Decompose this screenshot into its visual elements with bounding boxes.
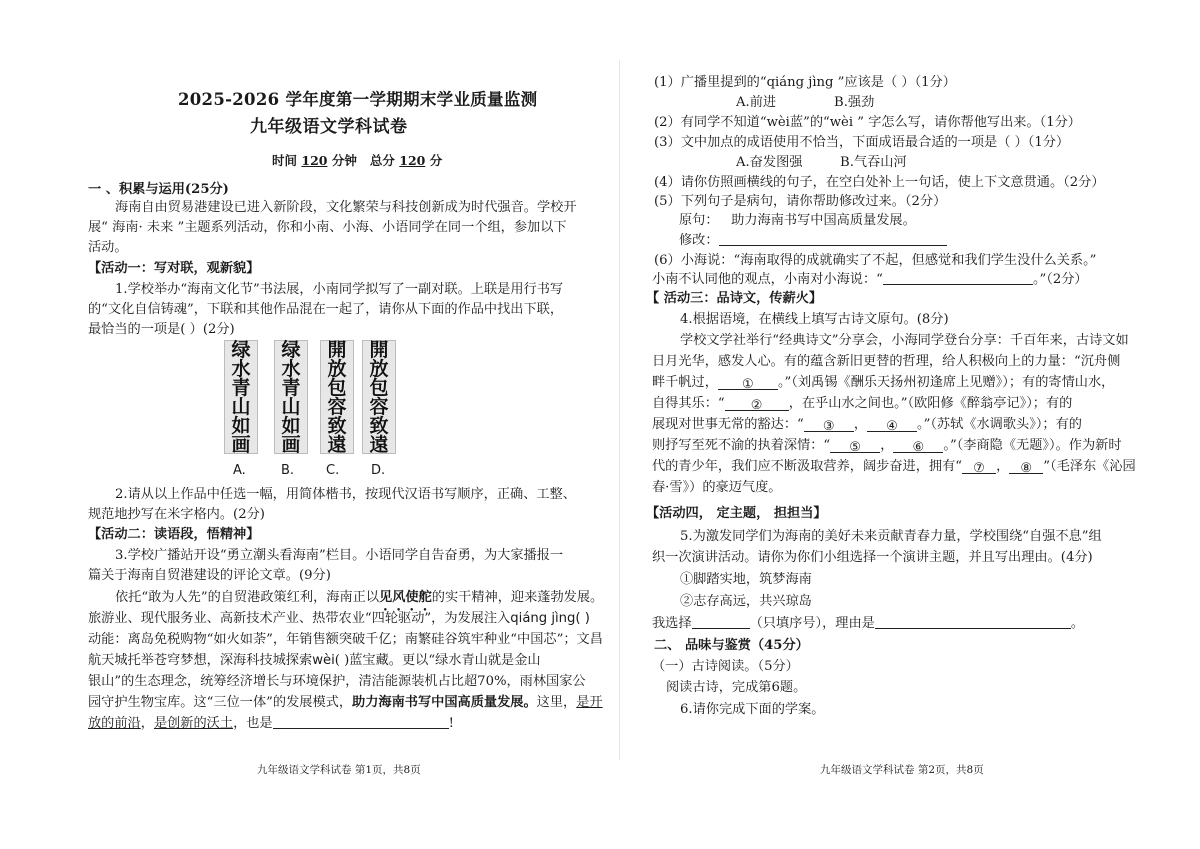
- original-text: 助力海南书写中国高质量发展。: [731, 213, 916, 228]
- pinyin-wei: wèi: [312, 653, 335, 668]
- revision-label: 修改：: [679, 233, 719, 248]
- right-page: [620, 0, 1200, 849]
- activity-1-heading: 【活动一：写对联，观新貌】: [88, 261, 260, 276]
- calligraphy-char: 如: [281, 415, 301, 437]
- answer-blank[interactable]: [883, 270, 1033, 285]
- passage-line: [88, 693, 603, 712]
- blank-number: ⑦: [973, 461, 985, 476]
- revision-line: [679, 231, 947, 250]
- passage-text: 。”（刘禹锡《酬乐天扬州初逢席上见赠》）；有的寄情山水，: [777, 375, 1115, 390]
- blank-6[interactable]: [893, 438, 943, 453]
- blank-7[interactable]: [962, 459, 996, 474]
- calligraphy-char: 包: [327, 377, 347, 399]
- passage-text: 航天城托举苍穹梦想，深海科技城探索: [88, 653, 313, 668]
- passage-text: 园守护生物宝库。这“三位一体”的发展模式，: [88, 695, 353, 710]
- exam-subtitle: 九年级语文学科试卷: [250, 117, 408, 137]
- blank-8[interactable]: [1009, 459, 1043, 474]
- passage-text: ，在乎山水之间也。”（欧阳修《醉翁亭记》）；有的: [788, 396, 1073, 411]
- option-label-b: B.: [281, 463, 295, 478]
- passage-line: 动能：离岛免税购物“如火如荼”，年销售额突破千亿；南繁硅谷筑牢种业“中国芯”；文昌: [88, 632, 603, 647]
- poetry-passage-line: 学校文学社举行“经典诗文”分享会，小海同学登台分享：千百年来，古诗文如: [680, 333, 1129, 348]
- poetry-passage-line: [652, 394, 1072, 413]
- blank-1[interactable]: [718, 375, 778, 390]
- passage-line: 银山”的生态理念，统筹经济增长与环境保护，清洁能源装机占比超70%，雨林国家公: [88, 674, 586, 689]
- passage-text: ”（毛泽东《沁园: [1043, 459, 1136, 474]
- option-label-a: A.: [233, 463, 246, 478]
- calligraphy-char: 画: [281, 434, 301, 456]
- page-footer: 九年级语文学科试卷 第1页，共8页: [257, 764, 421, 776]
- topic-option-1[interactable]: ①脚踏实地，筑梦海南: [680, 572, 812, 587]
- passage-text: !: [448, 716, 454, 731]
- blank-number: ⑤: [849, 440, 862, 455]
- score-label: 总分: [369, 153, 395, 168]
- time-unit: 分钟: [331, 153, 357, 168]
- calligraphy-char: 放: [327, 358, 347, 380]
- pinyin-blank[interactable]: qiáng jìng( ): [510, 611, 590, 626]
- calligraphy-char: 包: [369, 377, 389, 399]
- question-5-line: 织一次演讲活动。请你为你们小组选择一个演讲主题，并且写出理由。(4分): [652, 550, 1093, 565]
- activity-2-heading: 【活动二：读语段，悟精神】: [88, 527, 260, 542]
- question-text: 。: [1070, 616, 1085, 631]
- intro-line: 展“ 海南· 未来 ”主题系列活动，你和小南、小海、小语同学在同一个组，参加以下: [88, 220, 567, 235]
- blank-number: ①: [742, 377, 754, 392]
- revision-blank[interactable]: [719, 231, 947, 246]
- passage-text: ( )蓝宝藏。更以“绿水青山就是金山: [334, 653, 541, 668]
- time-label: 时间: [272, 153, 298, 168]
- choice-line: [652, 614, 1084, 633]
- exam-meta: [272, 151, 442, 169]
- subsection-heading: （一）古诗阅读。（5分）: [652, 659, 799, 674]
- bold-sentence: 助力海南书写中国高质量发展。: [352, 695, 537, 710]
- calligraphy-char: 水: [281, 358, 301, 380]
- question-6: 6.请你完成下面的学案。: [680, 702, 825, 717]
- marked-idiom: 见风使舵: [379, 590, 432, 605]
- calligraphy-char: 容: [369, 396, 389, 418]
- blank-number: ④: [886, 419, 898, 434]
- calligraphy-char: 遠: [327, 434, 347, 456]
- question-3-line: 3.学校广播站开设“勇立潮头看海南”栏目。小语同学自告奋勇，为大家播报一: [115, 548, 564, 563]
- calligraphy-char: 画: [231, 434, 251, 456]
- question-4: 4.根据语境，在横线上填写古诗文原句。(8分): [680, 312, 949, 327]
- passage-text: 。”（苏轼《水调歌头》）；有的: [917, 417, 1082, 432]
- poetry-passage-line: [652, 373, 1114, 392]
- intro-line: 海南自由贸易港建设已进入新阶段，文化繁荣与科技创新成为时代强音。学校开: [115, 200, 577, 215]
- subquestion-6-answer-line: [652, 270, 1088, 289]
- subquestion-1: (1）广播里提到的“qiáng jìng ”应该是（ ）（1分）: [654, 75, 956, 90]
- question-2-line: 2.请从以上作品中任选一幅，用简体楷书，按现代汉语书写顺序，正确、工整、: [115, 487, 576, 502]
- question-1-line: 最恰当的一项是( ）(2分): [88, 322, 235, 337]
- underlined-sentence: 是开: [576, 695, 603, 710]
- option-b[interactable]: B.强劲: [834, 95, 875, 110]
- question-text: 我选择: [652, 616, 692, 631]
- blank-3[interactable]: [804, 417, 854, 432]
- option-a[interactable]: A.前进: [736, 95, 777, 110]
- calligraphy-char: 绿: [231, 339, 251, 361]
- passage-line: [88, 609, 590, 628]
- choice-blank[interactable]: [692, 614, 750, 629]
- calligraphy-char: 容: [327, 396, 347, 418]
- subquestion-6: (6）小海说：“海南取得的成就确实了不起，但感觉和我们学生没什么关系。”: [654, 253, 1097, 268]
- answer-blank[interactable]: [273, 714, 449, 729]
- question-2-line: 规范地抄写在米字格内。(2分): [88, 507, 265, 522]
- calligraphy-option-c[interactable]: [320, 340, 354, 454]
- calligraphy-char: 水: [231, 358, 251, 380]
- underlined-sentence: 放的前沿: [88, 716, 141, 731]
- passage-text: 展现对世事无常的豁达：“: [652, 417, 804, 432]
- question-5-line: 5.为激发同学们为海南的美好未来贡献青春力量，学校围绕“自强不息”组: [680, 529, 1102, 544]
- underlined-sentence: 是创新的沃土: [153, 716, 234, 731]
- blank-2[interactable]: [725, 396, 789, 411]
- section-2-heading: 二、 品味与鉴赏（45分）: [654, 638, 809, 653]
- option-a[interactable]: A.奋发图强: [736, 155, 803, 170]
- question-1-line: 1.学校举办“海南文化节”书法展，小南同学拟写了一副对联。上联是用行书写: [115, 282, 564, 297]
- passage-text: ，也是: [233, 716, 273, 731]
- passage-text: 依托“敢为人先”的自贸港政策红利，海南正以: [115, 590, 380, 605]
- blank-5[interactable]: [830, 438, 880, 453]
- passage-text: 。”（李商隐《无题》）。作为新时: [943, 438, 1122, 453]
- option-label-d: D.: [371, 463, 386, 478]
- calligraphy-char: 放: [369, 358, 389, 380]
- passage-line: [88, 714, 454, 733]
- activity-4-heading: 【活动四， 定主题， 担担当】: [646, 506, 827, 521]
- passage-text: ，: [140, 716, 154, 731]
- poetry-passage-line: 展现对世事无常的豁达：“ ③ ， ④ 。”（苏轼《水调歌头》）；有的: [652, 417, 1082, 434]
- calligraphy-option-b[interactable]: [274, 340, 308, 454]
- calligraphy-char: 如: [231, 415, 251, 437]
- passage-text: 畔千帆过，: [652, 375, 718, 390]
- calligraphy-char: 致: [369, 415, 389, 437]
- calligraphy-char: 青: [231, 377, 251, 399]
- blank-number: ②: [750, 398, 763, 413]
- passage-text: 则抒写至死不渝的执着深情：“: [652, 438, 831, 453]
- section-1-heading: 一 、积累与运用(25分): [88, 182, 229, 197]
- topic-option-2[interactable]: ②志存高远，共兴琼岛: [680, 594, 812, 609]
- exam-title: 2025-2026 学年度第一学期期末学业质量监测: [178, 90, 538, 109]
- poetry-passage-line: 日月光华，感发人心。有的蕴含新旧更替的哲理，给人积极向上的力量：“沉舟侧: [652, 354, 1121, 369]
- blank-4[interactable]: [867, 417, 917, 432]
- page-footer: 九年级语文学科试卷 第2页，共8页: [820, 764, 984, 776]
- score-value: 120: [399, 153, 426, 168]
- blank-number: ③: [822, 419, 835, 434]
- passage-text: 旅游业、现代服务业、高新技术产业、热带农业“四轮驱动”，为发展注入: [88, 611, 511, 626]
- poetry-passage-line: 代的青少年，我们应不断汲取营养，阔步奋进，拥有“ ⑦ ， ⑧ ”（毛泽东《沁园: [652, 459, 1136, 476]
- passage-text: 代的青少年，我们应不断汲取营养，阔步奋进，拥有“: [652, 459, 963, 474]
- calligraphy-char: 山: [231, 396, 251, 418]
- question-text: 小南不认同他的观点，小南对小海说：“: [652, 272, 883, 287]
- calligraphy-char: 遠: [369, 434, 389, 456]
- calligraphy-char: 山: [281, 396, 301, 418]
- subquestion-5: (5）下列句子是病句，请你帮助修改过来。（2分）: [654, 194, 947, 209]
- original-label: 原句：: [679, 213, 719, 228]
- score-unit: 分: [429, 153, 443, 168]
- reading-instruction: 阅读古诗，完成第6题。: [666, 680, 807, 695]
- option-label-c: C.: [326, 463, 340, 478]
- blank-number: ⑥: [912, 440, 925, 455]
- calligraphy-char: 青: [281, 377, 301, 399]
- question-text: （只填序号），理由是: [749, 616, 875, 631]
- poetry-passage-line: 则抒写至死不渝的执着深情：“ ⑤ ， ⑥ 。”（李商隐《无题》）。作为新时: [652, 438, 1122, 455]
- subquestion-2: (2）有同学不知道“wèi蓝”的“wèi ” 字怎么写，请你帮他写出来。（1分）: [654, 115, 1081, 130]
- passage-text: 的实干精神，迎来蓬勃发展。: [431, 590, 604, 605]
- passage-text: 自得其乐：“: [652, 396, 725, 411]
- subquestion-3: (3）文中加点的成语使用不恰当，下面成语最合适的一项是（ ）（1分）: [654, 135, 1070, 150]
- blank-number: ⑧: [1020, 461, 1033, 476]
- calligraphy-char: 绿: [281, 339, 301, 361]
- question-3-line: 篇关于海南自贸港建设的评论文章。(9分): [88, 568, 331, 583]
- calligraphy-char: 致: [327, 415, 347, 437]
- original-sentence: [679, 211, 916, 230]
- option-b[interactable]: B.气吞山河: [840, 155, 907, 170]
- activity-3-heading: 【 活动三：品诗文，传薪火】: [646, 291, 823, 306]
- passage-text: 这里，: [536, 695, 577, 710]
- question-text: 。”（2分）: [1032, 272, 1088, 287]
- reason-blank[interactable]: [875, 614, 1071, 629]
- question-1-line: 的“文化自信铸魂”，下联和其他作品混在一起了，请你从下面的作品中找出下联，: [88, 302, 564, 317]
- intro-line: 活动。: [88, 240, 128, 255]
- time-value: 120: [301, 153, 328, 168]
- calligraphy-char: 開: [369, 339, 389, 361]
- calligraphy-char: 開: [327, 339, 347, 361]
- poetry-passage-line: 春·雪》）的豪迈气度。: [652, 480, 782, 495]
- calligraphy-option-d[interactable]: [362, 340, 396, 454]
- subquestion-4: (4）请你仿照画横线的句子，在空白处补上一句话，使上下文意贯通。（2分）: [654, 175, 1105, 190]
- calligraphy-option-a[interactable]: [224, 340, 258, 454]
- passage-line: [88, 651, 541, 670]
